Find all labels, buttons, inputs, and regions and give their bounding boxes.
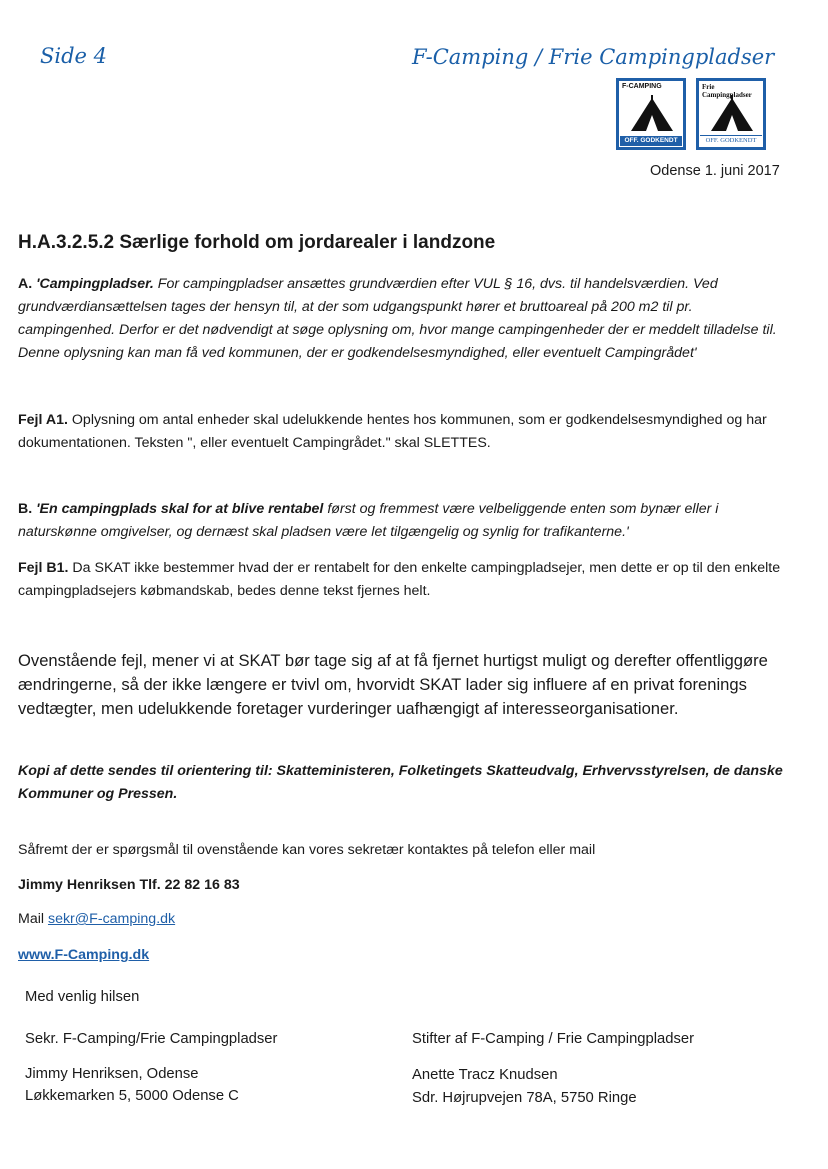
fejl-b1-text: Da SKAT ikke bestemmer hvad der er rentabelt for den enkelte campingpladsejer, men dette er op til den enkelte campingpladsejers købmandskab, bedes denne tekst fjernes helt. [18, 560, 781, 599]
tent-icon [627, 95, 677, 133]
contact-intro: Såfremt der er spørgsmål til ovenstående kan vores sekretær kontaktes på telefon eller mail [18, 842, 596, 858]
tent-icon [707, 95, 757, 133]
website-link[interactable]: www.F-Camping.dk [18, 947, 150, 963]
section-a-paragraph [18, 273, 790, 365]
signature-right-name: Anette Tracz Knudsen [412, 1067, 558, 1083]
page-number-label: Side 4 [40, 44, 108, 68]
mail-link[interactable]: sekr@F-camping.dk [47, 911, 176, 927]
greeting: Med venlig hilsen [25, 989, 140, 1005]
contact-mail-line [18, 908, 790, 931]
section-a-text: For campingpladser ansættes grundværdien efter VUL § 16, dvs. til handelsværdien. Ved grundværdiansættelsen tages der hensyn til, at der som udgangspunkt hører et bruttoareal på 200 m2 til pr. campingenhed. Derfor er det nødvendigt at søge oplysning om, hvor mange campingenheder der er meddelt tilladelse til. Denne oplysning kan man få ved kommunen, der er godkendelsesmyndighed, eller eventuelt Campingrådet' [18, 276, 777, 361]
date-line: Odense 1. juni 2017 [650, 163, 780, 179]
f-camping-logo [616, 78, 686, 150]
organization-header: F-Camping / Frie Campingpladser [412, 45, 775, 69]
section-b-label: B. [18, 501, 33, 517]
frie-campingpladser-logo [696, 78, 766, 150]
signature-right-title: Stifter af F-Camping / Frie Campingpladser [412, 1031, 695, 1047]
signature-left-name: Jimmy Henriksen, Odense [25, 1066, 199, 1082]
signature-left-title: Sekr. F-Camping/Frie Campingpladser [25, 1031, 278, 1047]
section-b-lead: 'En campingplads skal for at blive rentabel [36, 501, 324, 517]
main-paragraph: Ovenstående fejl, mener vi at SKAT bør tage sig af at få fjernet hurtigst muligt og derefter offentliggøre ændringerne, så der ikke længere er tvivl om, hvorvidt SKAT lader sig influere af en privat forenings vedtægter, men udelukkende foretager vurderinger uafhængigt af interesseorganisationer. [18, 651, 768, 718]
fejl-a1-paragraph [18, 409, 790, 455]
website-line [18, 944, 790, 967]
fejl-a1-label: Fejl A1. [18, 412, 68, 428]
logo-top-text: F-CAMPING [622, 83, 662, 90]
fejl-a1-text: Oplysning om antal enheder skal udelukkende hentes hos kommunen, som er godkendelsesmyndighed og har dokumentationen. Teksten ", eller eventuelt Campingrådet." skal SLETTES. [18, 412, 767, 451]
mail-label: Mail [18, 911, 45, 927]
logo-top-text: Frie Campingpladser [702, 83, 752, 99]
fejl-b1-label: Fejl B1. [18, 560, 69, 576]
section-a-label: A. [18, 276, 33, 292]
document-title: H.A.3.2.5.2 Særlige forhold om jordarealer i landzone [18, 232, 496, 253]
signature-left-address: Løkkemarken 5, 5000 Odense C [25, 1088, 239, 1104]
logo-bottom-text: OFF. GODKENDT [700, 135, 762, 146]
contact-name-phone: Jimmy Henriksen Tlf. 22 82 16 83 [18, 877, 240, 893]
section-b-text: først og fremmest være velbeliggende enten som bynær eller i naturskønne omgivelser, og dernæst skal pladsen være let tilgængelig og synlig for trafikanterne.' [18, 501, 719, 540]
section-a-lead: 'Campingpladser. [36, 276, 154, 292]
logo-bottom-text: OFF. GODKENDT [620, 136, 682, 146]
fejl-b1-paragraph [18, 557, 790, 603]
signature-right-address: Sdr. Højrupvejen 78A, 5750 Ringe [412, 1090, 637, 1106]
copy-notice: Kopi af dette sendes til orientering til: Skatteministeren, Folketingets Skatteudvalg, Erhvervsstyrelsen, de danske Kommuner og Pressen. [18, 763, 783, 802]
section-b-paragraph [18, 498, 790, 544]
copy-notice-text: Kopi af dette sendes til orientering til: Skatteministeren, Folketingets Skatteudvalg, Erhvervsstyrelsen, de danske Kommuner og Pressen [18, 763, 783, 802]
